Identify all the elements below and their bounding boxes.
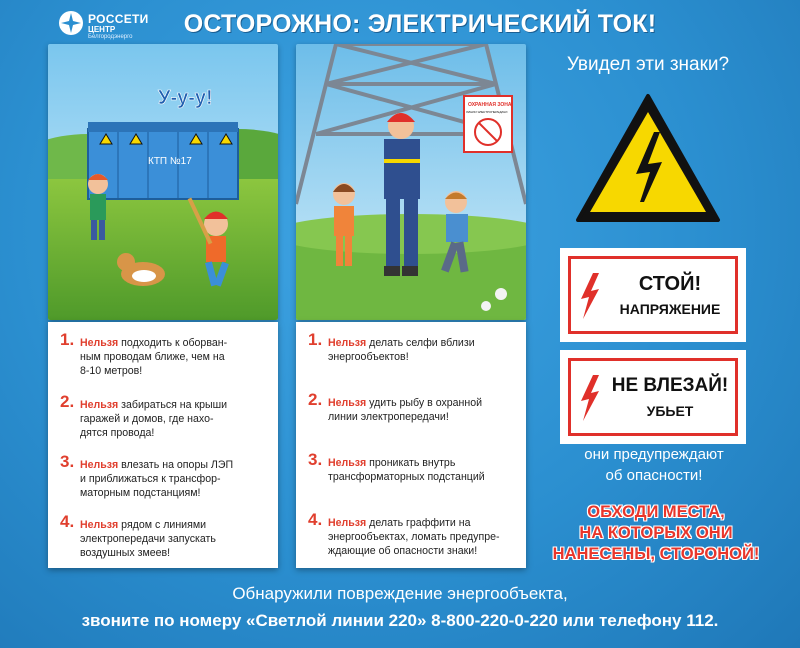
rule-number: 3. xyxy=(308,450,323,469)
logo-line3: Белгородэнерго xyxy=(88,34,133,40)
rule-text: удить рыбу в охранной линии электропередачи! xyxy=(328,397,483,423)
seen-signs-question: Увидел эти знаки? xyxy=(566,54,730,75)
sign-do-not-climb xyxy=(560,350,746,444)
lightning-icon xyxy=(579,273,601,319)
illustration-transformer-kids xyxy=(48,44,278,320)
high-voltage-warning-icon xyxy=(574,92,722,224)
warn-line2: об опасности! xyxy=(605,467,703,484)
rule-text: делать граффити на энергообъектах, ломать предупре- ждающие об опасности знаки! xyxy=(328,517,500,557)
sign-noclimb-line1: НЕ ВЛЕЗАЙ! xyxy=(611,375,729,396)
rule-number: 4. xyxy=(308,510,323,529)
logo-line2: ЦЕНТР xyxy=(88,25,116,34)
rule-text: рядом с линиями электропередачи запускать воздушных змеев! xyxy=(80,519,216,559)
forbidden-word: Нельзя xyxy=(80,459,119,471)
signs-warn-text xyxy=(556,444,752,486)
rule-number: 1. xyxy=(60,330,75,349)
sign-border xyxy=(568,358,738,436)
illustration-electrician-kids xyxy=(296,44,526,320)
rule-number: 4. xyxy=(60,512,75,531)
rule-text: забираться на крыши гаражей и домов, где нахо- дятся провода! xyxy=(80,399,228,439)
forbidden-word: Нельзя xyxy=(328,517,367,529)
footer-hotline: звоните по номеру «Светлой линии 220» 8-800-220-0-220 или телефону 112. xyxy=(81,611,719,630)
zone-sign-line1: ОХРАННАЯ ЗОНА xyxy=(468,102,512,108)
sign-stop-line2: НАПРЯЖЕНИЕ xyxy=(619,301,721,317)
page-title: ОСТОРОЖНО: ЭЛЕКТРИЧЕСКИЙ ТОК! xyxy=(183,10,657,38)
sign-noclimb-line2: УБЬЕТ xyxy=(646,403,694,419)
rules-card-left xyxy=(48,322,278,568)
rule-number: 2. xyxy=(60,392,75,411)
logo-line1: РОССЕТИ xyxy=(88,12,149,26)
forbidden-word: Нельзя xyxy=(328,337,367,349)
rosseti-logo xyxy=(58,10,168,44)
rule-number: 2. xyxy=(308,390,323,409)
forbidden-word: Нельзя xyxy=(328,457,367,469)
sign-stop-voltage xyxy=(560,248,746,342)
zone-sign-line2: ЛИНИИ ЭЛЕКТРОПЕРЕДАЧИ xyxy=(466,110,508,114)
sign-stop-line1: СТОЙ! xyxy=(638,273,702,295)
rule-text: проникать внутрь трансформаторных подстанций xyxy=(328,457,485,483)
warn-line1: они предупреждают xyxy=(584,446,724,463)
rule-number: 1. xyxy=(308,330,323,349)
shout-text: У-у-у! xyxy=(158,87,213,109)
rule-text: подходить к оборван- ным проводам ближе, чем на 8-10 метров! xyxy=(80,337,228,377)
rule-number: 3. xyxy=(60,452,75,471)
sign-border xyxy=(568,256,738,334)
footer-line1: Обнаружили повреждение энергообъекта, xyxy=(232,584,568,603)
forbidden-word: Нельзя xyxy=(80,337,119,349)
avoid-line1: ОБХОДИ МЕСТА, xyxy=(587,503,725,521)
avoid-line3: НАНЕСЕНЫ, СТОРОНОЙ! xyxy=(552,545,760,563)
avoid-line2: НА КОТОРЫХ ОНИ xyxy=(579,524,733,542)
ktp-label: КТП №17 xyxy=(148,156,192,167)
rules-card-right xyxy=(296,322,526,568)
forbidden-word: Нельзя xyxy=(328,397,367,409)
rule-text: влезать на опоры ЛЭП и приближаться к трансфор- маторным подстанциям! xyxy=(80,459,234,499)
forbidden-word: Нельзя xyxy=(80,519,119,531)
rule-text: делать селфи вблизи энергообъектов! xyxy=(328,337,475,363)
avoid-places-callout xyxy=(536,502,776,565)
rosseti-logo-icon xyxy=(58,10,84,36)
lightning-icon xyxy=(579,375,601,421)
forbidden-word: Нельзя xyxy=(80,399,119,411)
